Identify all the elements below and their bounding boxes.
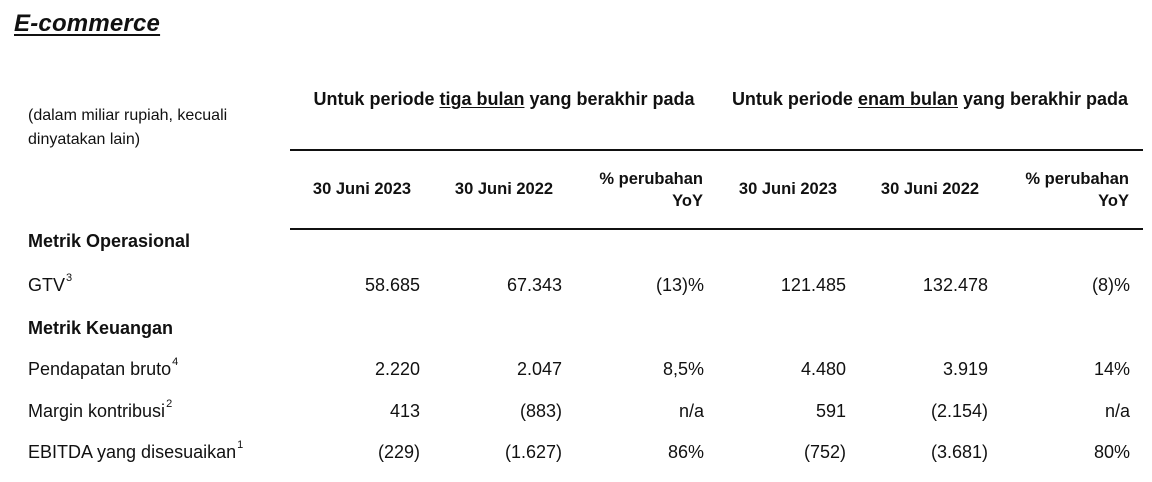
column-header: 30 Juni 2022 — [454, 180, 554, 198]
row-label-text: EBITDA yang disesuaikan — [28, 442, 237, 462]
table-cell: (3.681) — [930, 442, 988, 462]
row-label-adjusted-ebitda — [28, 439, 244, 463]
column-header: 30 Juni 2023 — [738, 180, 838, 198]
table-cell: (2.154) — [930, 401, 988, 421]
footnote-marker: 3 — [66, 272, 73, 284]
table-cell: 4.480 — [800, 359, 846, 379]
table-cell: 8,5% — [662, 359, 704, 379]
section-title: Metrik Keuangan — [28, 318, 174, 338]
period-underlined: tiga bulan — [439, 89, 525, 109]
table-cell: (8)% — [1091, 275, 1130, 295]
section-title: Metrik Operasional — [28, 231, 191, 251]
table-cell: 67.343 — [506, 275, 562, 295]
row-label-text: Pendapatan bruto — [28, 359, 172, 379]
period-header-six-months — [724, 86, 1136, 113]
row-label-contribution-margin — [28, 398, 173, 422]
column-header: % perubahan YoY — [599, 170, 703, 210]
table-cell: 2.047 — [516, 359, 562, 379]
column-header: 30 Juni 2023 — [312, 180, 412, 198]
table-cell: (883) — [519, 401, 562, 421]
period-underlined: enam bulan — [857, 89, 958, 109]
table-cell: 86% — [667, 442, 704, 462]
table-cell: (1.627) — [504, 442, 562, 462]
period-suffix: yang berakhir pada — [957, 89, 1129, 109]
table-cell: 14% — [1093, 359, 1130, 379]
row-label-text: Margin kontribusi — [28, 401, 166, 421]
header-rule-bottom — [290, 228, 1143, 230]
page-title: E-commerce — [14, 10, 161, 37]
footnote-marker: 1 — [237, 439, 244, 451]
footnote-marker: 4 — [172, 356, 179, 368]
table-cell: 132.478 — [922, 275, 988, 295]
row-label-gross-revenue — [28, 356, 179, 380]
table-cell: (229) — [377, 442, 420, 462]
table-cell: 413 — [389, 401, 420, 421]
column-header: 30 Juni 2022 — [880, 180, 980, 198]
table-cell: 2.220 — [374, 359, 420, 379]
table-cell: 58.685 — [364, 275, 420, 295]
table-cell: 591 — [815, 401, 846, 421]
period-prefix: Untuk periode — [313, 89, 440, 109]
table-cell: n/a — [678, 401, 704, 421]
row-label-gtv — [28, 272, 73, 296]
table-cell: 121.485 — [780, 275, 846, 295]
period-prefix: Untuk periode — [731, 89, 858, 109]
footnote-marker: 2 — [166, 398, 173, 410]
table-cell: 80% — [1093, 442, 1130, 462]
period-suffix: yang berakhir pada — [524, 89, 695, 109]
row-label-text: GTV — [28, 275, 66, 295]
table-cell: (752) — [803, 442, 846, 462]
period-header-three-months — [300, 86, 708, 113]
units-note: (dalam miliar rupiah, kecuali dinyatakan lain) — [28, 107, 228, 148]
table-cell: (13)% — [655, 275, 704, 295]
table-cell: n/a — [1104, 401, 1130, 421]
table-cell: 3.919 — [942, 359, 988, 379]
header-rule-top — [290, 149, 1143, 151]
column-header: % perubahan YoY — [1025, 170, 1129, 210]
